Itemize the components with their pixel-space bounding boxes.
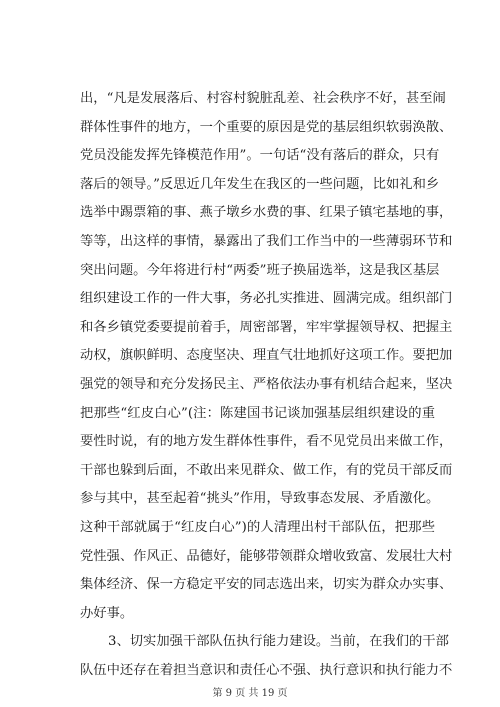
text-line: 动权，旗帜鲜明、态度坚决、理直气壮地抓好这项工作。要把加 <box>80 348 453 364</box>
text-line: 把那些“红皮白心”(注：陈建国书记谈加强基层组织建设的重 <box>80 405 435 421</box>
text-line-paragraph-end: 办好事。 <box>80 605 134 621</box>
text-line: 队伍中还存在着担当意识和责任心不强、执行意识和执行能力不 <box>80 662 453 678</box>
text-line: 等等，出这样的事情，暴露出了我们工作当中的一些薄弱环节和 <box>80 233 453 249</box>
text-line: 群体性事件的地方，一个重要的原因是党的基层组织软弱涣散、 <box>80 119 453 135</box>
text-line: 出，“凡是发展落后、村容村貌脏乱差、社会秩序不好，甚至闹 <box>80 91 446 106</box>
text-line: 组织建设工作的一件大事，务必扎实推进、圆满完成。组织部门 <box>80 291 453 307</box>
body-text <box>80 85 453 685</box>
text-line: 要性时说，有的地方发生群体性事件，看不见党员出来做工作， <box>80 434 453 450</box>
text-line: 强党的领导和充分发扬民主、严格依法办事有机结合起来，坚决 <box>80 376 453 392</box>
text-line: 参与其中，甚至起着“挑头”作用，导致事态发展、矛盾激化。 <box>80 491 440 507</box>
text-line: 落后的领导。”反思近几年发生在我区的一些问题，比如礼和乡 <box>80 176 440 192</box>
text-line: 党性强、作风正、品德好，能够带领群众增收致富、发展壮大村 <box>80 548 453 564</box>
text-line: 这种干部就属于“红皮白心”)的人清理出村干部队伍，把那些 <box>80 519 435 535</box>
text-line: 和各乡镇党委要提前着手，周密部署，牢牢掌握领导权、把握主 <box>80 319 453 335</box>
page-footer: 第 9 页 共 19 页 <box>212 688 288 699</box>
text-line: 选举中踢票箱的事、燕子墩乡水费的事、红果子镇宅基地的事， <box>80 205 453 221</box>
text-line: 集体经济、保一方稳定平安的同志选出来，切实为群众办实事、 <box>80 577 453 593</box>
text-line: 突出问题。今年将进行村“两委”班子换届选举，这是我区基层 <box>80 262 440 278</box>
text-line-section-heading: 3、切实加强干部队伍执行能力建设。当前，在我们的干部 <box>108 634 449 650</box>
text-line: 干部也躲到后面，不敢出来见群众、做工作，有的党员干部反而 <box>80 462 453 478</box>
text-line: 党员没能发挥先锋模范作用”。一句话“没有落后的群众，只有 <box>80 148 440 164</box>
